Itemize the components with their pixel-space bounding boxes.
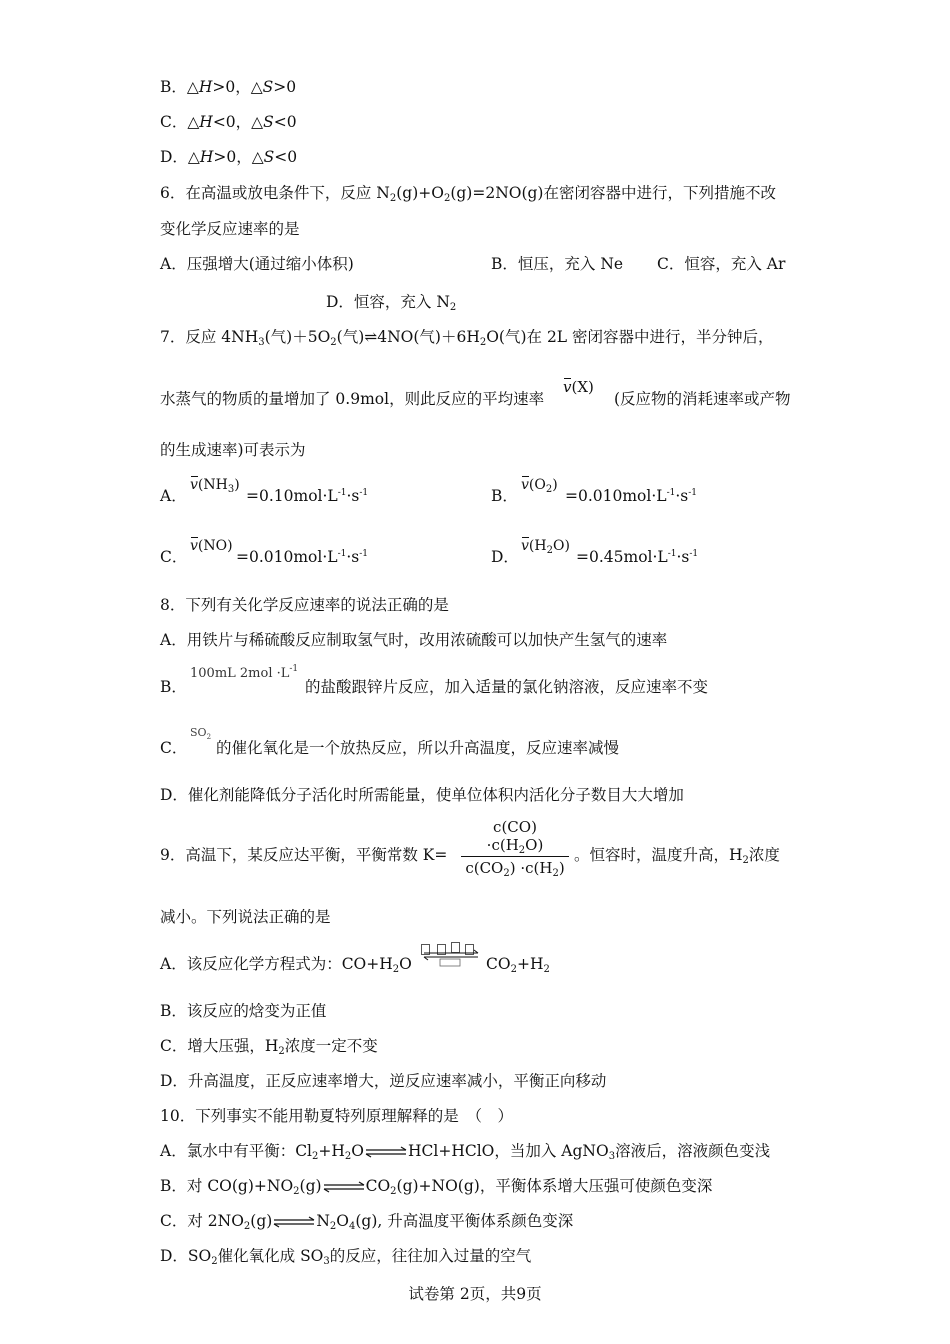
q6-option-c[interactable]: C．恒容，充入 Ar [657, 255, 786, 273]
q7-option-c-label[interactable]: C． [160, 548, 188, 566]
q9-option-a-product: $CO_2+H_2$ [486, 955, 550, 975]
q9-option-a[interactable]: A．该反应化学方程式为：$CO+H_2O$ [160, 955, 412, 975]
option-c-prev[interactable]: C．△H<0，△S<0 [160, 113, 297, 131]
q10-option-a[interactable]: A．氯水中有平衡：$Cl_2+H_2O$ HCl+HClO，当加入 AgNO$_3$溶液后，溶液颜色变浅 [160, 1142, 771, 1162]
q9-option-d[interactable]: D．升高温度，正反应速率增大，逆反应速率减小，平衡正向移动 [160, 1072, 607, 1090]
page-footer: 试卷第 2页，共9页 [408, 1285, 542, 1303]
option-b-prev[interactable]: B．△H>0，△S>0 [160, 78, 297, 96]
q7-stem-line3: 的生成速率)可表示为 [160, 441, 306, 459]
q7-option-d-label[interactable]: D． [491, 548, 519, 566]
q8-option-b-formula: 100mL $2mol \cdot L^{-1}$ [190, 664, 299, 681]
q10-stem: 10．下列事实不能用勒夏特列原理解释的是 （ ） [160, 1107, 513, 1125]
q9-reversible-arrow-catalyst [418, 940, 484, 970]
q7-stem-line2-tail: (反应物的消耗速率或产物 [614, 390, 791, 408]
q7-option-d-value: $=0.45mol\cdot L^{-1}\cdot s^{-1}$ [576, 548, 699, 566]
q9-fraction-numerator: $c(CO) \cdot c(H_2O)$ [461, 818, 569, 857]
q7-stem-line1: 7．反应 $4NH_3$(气)$+5O_2$(气)⇌4NO(气)$+6H_2O$(气)在 2L 密闭容器中进行，半分钟后， [160, 328, 774, 348]
q9-option-b[interactable]: B．该反应的焓变为正值 [160, 1002, 327, 1020]
q10-option-b[interactable]: B．对 $CO(g)+NO_2(g)$ $CO_2(g)+NO(g)$，平衡体系增大压强可使颜色变深 [160, 1177, 713, 1197]
q9-fraction-denominator: $c(CO_2) \cdot c(H_2)$ [465, 859, 565, 879]
q6-stem-line1: 6．在高温或放电条件下，反应 $N_2(g)+O_2(g)=2NO(g)$在密闭容器中进行，下列措施不改 [160, 184, 776, 204]
q7-option-a-value: $=0.10mol\cdot L^{-1}\cdot s^{-1}$ [246, 487, 369, 505]
q8-option-c-formula: $SO_2$ [190, 726, 212, 741]
equilibrium-arrow-icon [322, 1181, 366, 1193]
q8-option-b-text: 的盐酸跟锌片反应，加入适量的氯化钠溶液，反应速率不变 [305, 678, 709, 696]
q8-option-d[interactable]: D．催化剂能降低分子活化时所需能量，使单位体积内活化分子数目大大增加 [160, 786, 684, 804]
equilibrium-arrow-icon [272, 1216, 316, 1228]
q8-option-c-text: 的催化氧化是一个放热反应，所以升高温度，反应速率减慢 [216, 739, 620, 757]
q9-equilibrium-fraction [461, 818, 569, 877]
q9-stem-line1-tail: 。恒容时，温度升高，$H_2$浓度 [574, 846, 780, 866]
q9-stem-line2: 减小。下列说法正确的是 [160, 908, 331, 926]
q8-option-b-label[interactable]: B． [160, 678, 187, 696]
q6-option-d[interactable]: D．恒容，充入 $N_2$ [326, 293, 457, 313]
q7-option-a-symbol: $v(NH_3)$ [190, 477, 240, 495]
q10-option-d[interactable]: D．$SO_2$催化氧化成 $SO_3$的反应，往往加入过量的空气 [160, 1247, 532, 1267]
q7-option-c-value: $=0.010mol\cdot L^{-1}\cdot s^{-1}$ [236, 548, 369, 566]
q7-option-b-label[interactable]: B． [491, 487, 518, 505]
q10-option-c[interactable]: C．对 $2NO_2(g)$ $N_2O_4(g)$, 升高温度平衡体系颜色变深 [160, 1212, 574, 1232]
q7-option-a-label[interactable]: A． [160, 487, 187, 505]
q7-vx-symbol: v(X) [563, 378, 594, 396]
equilibrium-arrow-icon [418, 940, 484, 970]
q9-stem-line1: 9．高温下，某反应达平衡，平衡常数 K= [160, 846, 448, 864]
equilibrium-arrow-icon [364, 1146, 408, 1158]
q6-option-b[interactable]: B．恒压，充入 Ne [491, 255, 624, 273]
q6-option-a[interactable]: A．压强增大(通过缩小体积) [160, 255, 354, 273]
q8-option-c-label[interactable]: C． [160, 739, 188, 757]
q7-option-c-symbol: v(NO) [190, 538, 233, 554]
q6-stem-line2: 变化学反应速率的是 [160, 220, 300, 238]
q7-option-d-symbol: $v(H_2O)$ [521, 538, 570, 556]
option-d-prev[interactable]: D．△H>0，△S<0 [160, 148, 298, 166]
q9-option-c[interactable]: C．增大压强，$H_2$浓度一定不变 [160, 1037, 378, 1057]
q7-option-b-value: $=0.010mol\cdot L^{-1}\cdot s^{-1}$ [565, 487, 698, 505]
q7-option-b-symbol: $v(O_2)$ [521, 477, 558, 495]
q7-stem-line2: 水蒸气的物质的量增加了 0.9mol，则此反应的平均速率 [160, 390, 545, 408]
q8-option-a[interactable]: A．用铁片与稀硫酸反应制取氢气时，改用浓硫酸可以加快产生氢气的速率 [160, 631, 668, 649]
q8-stem: 8．下列有关化学反应速率的说法正确的是 [160, 596, 449, 614]
